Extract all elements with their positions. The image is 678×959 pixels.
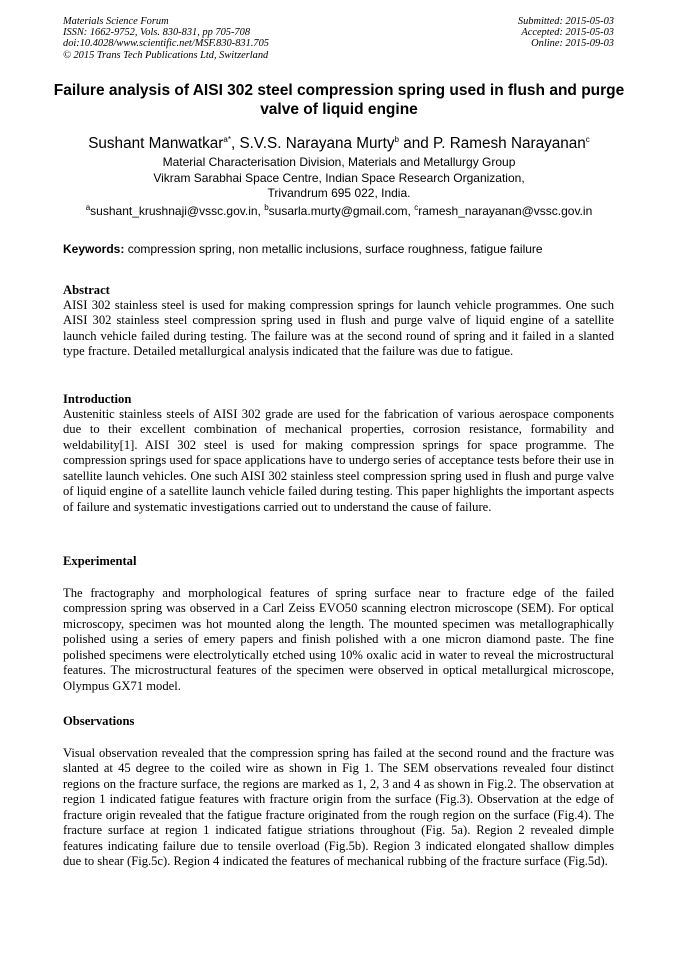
- keywords-text: compression spring, non metallic inclusions, surface roughness, fatigue failure: [124, 242, 543, 256]
- experimental-text: The fractography and morphological features of spring surface near to fracture edge of the failed compression spring was observed in a Carl Zeiss EVO50 scanning electron microscope (SEM). For optical microscopy, specimen was hot mounted along the length. The mounted specimen was metallographically polished using a series of emery papers and finish polished with a one micron diamond paste. The fine polished specimens were electrolytically etched using 10% oxalic acid in water to reveal the microstructural features. The microstructural features of the specimen were observed in optical metallurgical microscope, Olympus GX71 model.: [63, 586, 614, 693]
- email-mark: b: [264, 203, 269, 212]
- journal-info: [63, 16, 269, 61]
- keywords-label: Keywords:: [63, 242, 125, 256]
- keywords: [63, 242, 623, 257]
- email-mark: a: [85, 203, 91, 212]
- submission-dates: [518, 16, 614, 50]
- submitted-date: Submitted: 2015-05-03: [517, 16, 614, 27]
- abstract-heading: Abstract: [63, 283, 110, 297]
- journal-name: Materials Science Forum: [63, 16, 169, 27]
- author-emails: [20, 204, 658, 219]
- experimental-heading: Experimental: [63, 554, 137, 568]
- author-separator: ,: [230, 135, 240, 152]
- affiliation: [40, 155, 638, 202]
- author-list: [30, 134, 648, 153]
- introduction-text: Austenitic stainless steels of AISI 302 grade are used for the fabrication of various aerospace components due to their excellent combination of mechanical properties, corrosion resistance, formability and weldability[1]. AISI 302 steel is used for making compression springs for space programme. The compression springs used for space applications have to undergo series of acceptance tests before their use in satellite launch vehicles. One such AISI 302 stainless steel compression spring used in flush and purge valve of liquid engine of a satellite launch vehicle failed during testing. This paper highlights the important aspects of failure and systematic investigations carried out to understand the cause of failure.: [63, 407, 614, 514]
- paper-title: Failure analysis of AISI 302 steel compression spring used in flush and purge valve of liquid engine: [53, 82, 625, 118]
- email-mark: c: [414, 203, 419, 212]
- email-link[interactable]: susarla.murty@gmail.com,: [268, 204, 415, 218]
- journal-copyright: © 2015 Trans Tech Publications Ltd, Switzerland: [63, 49, 269, 61]
- observations-heading: Observations: [63, 714, 135, 728]
- accepted-date: Accepted: 2015-05-03: [521, 27, 614, 39]
- affiliation-line: Material Characterisation Division, Materials and Metallurgy Group: [162, 155, 516, 169]
- affiliation-line: Vikram Sarabhai Space Centre, Indian Space Research Organization,: [153, 170, 525, 185]
- author-1: Sushant Manwatkar: [88, 135, 224, 152]
- abstract-text: AISI 302 stainless steel is used for making compression springs for launch vehicle programmes. One such AISI 302 stainless steel compression spring used in flush and purge valve of liquid engine of a satellite launch vehicle failed during testing. The failure was at the second round of spring and it failed in a slanted type fracture. Detailed metallurgical analysis indicated that the failure was due to fatigue.: [63, 298, 614, 359]
- email-link[interactable]: sushant_krushnaji@vssc.gov.in,: [90, 204, 265, 218]
- online-date: Online: 2015-09-03: [531, 38, 614, 50]
- corresponding-mark: *: [227, 134, 231, 144]
- journal-issn: ISSN: 1662-9752, Vols. 830-831, pp 705-708: [63, 27, 251, 39]
- email-link[interactable]: ramesh_narayanan@vssc.gov.in: [418, 204, 593, 218]
- author-1-affil-mark: a: [223, 134, 228, 144]
- journal-doi: doi:10.4028/www.scientific.net/MSF.830-831.705: [63, 38, 269, 50]
- observations-text: Visual observation revealed that the compression spring has failed at the second round and the fracture was slanted at 45 degree to the coiled wire as shown in Fig 1. The SEM observations revealed four distinct regions on the fracture surface, the regions are marked as 1, 2, 3 and 4 as shown in Fig.2. The observation at region 1 indicated fatigue features with fracture origin from the surface (Fig.3). Observation at the edge of fracture origin revealed that the fatigue fracture originated from the rough region on the surface (Fig.4). The fracture surface at region 1 indicated fatigue striations throughout (Fig. 5a). Region 2 revealed dimple features indicating failure due to tensile overload (Fig.5b). Region 3 indicated elongated shallow dimples due to shear (Fig.5c). Region 4 indicated the features of mechanical rubbing of the fracture surface (Fig.5d).: [63, 746, 614, 869]
- affiliation-line: Trivandrum 695 022, India.: [267, 186, 411, 200]
- author-3: P. Ramesh Narayanan: [433, 135, 586, 152]
- author-2-affil-mark: b: [394, 134, 399, 144]
- author-3-affil-mark: c: [585, 134, 590, 144]
- author-2: S.V.S. Narayana Murty: [239, 135, 395, 152]
- author-separator: and: [398, 135, 433, 152]
- introduction-heading: Introduction: [63, 392, 132, 406]
